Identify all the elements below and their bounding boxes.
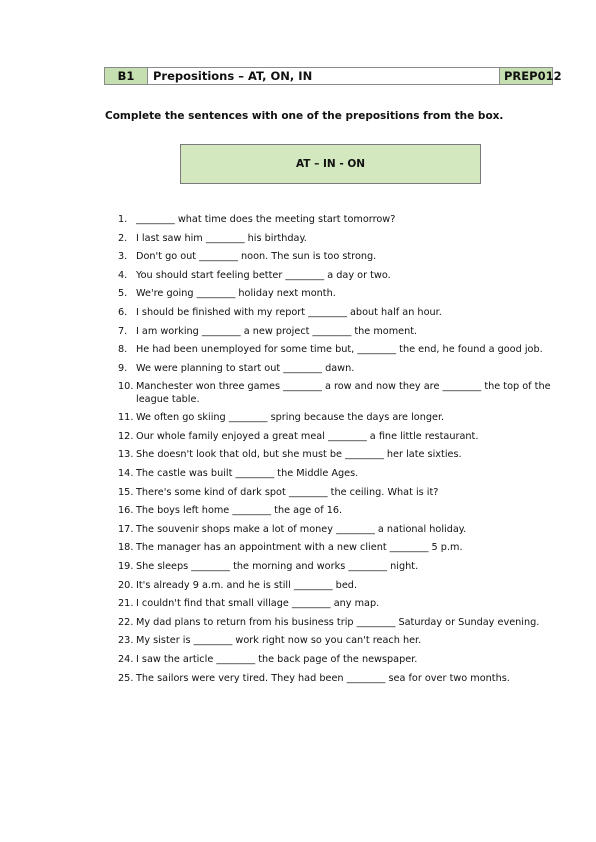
exercise-sentence: Manchester won three games ________ a row and now they are ________ the top of the league table. <box>136 381 554 405</box>
exercise-item <box>118 580 556 592</box>
exercise-item <box>118 344 556 356</box>
exercise-number: 20. <box>118 579 134 591</box>
exercise-number: 13. <box>118 449 134 461</box>
worksheet-code: PREP012 <box>500 68 552 84</box>
exercise-sentence: The sailors were very tired. They had been ________ sea for over two months. <box>136 672 510 684</box>
prepositions-box <box>180 144 481 184</box>
exercise-sentence: We often go skiing ________ spring because the days are longer. <box>136 412 445 424</box>
exercise-item <box>118 326 556 338</box>
exercise-number: 6. <box>118 306 128 318</box>
exercise-item <box>118 214 556 226</box>
exercise-sentence: There's some kind of dark spot ________ the ceiling. What is it? <box>136 486 439 498</box>
exercise-sentence: I saw the article ________ the back page of the newspaper. <box>136 653 418 665</box>
exercise-sentence: ________ what time does the meeting start tomorrow? <box>136 214 396 225</box>
exercise-sentence: You should start feeling better ________ a day or two. <box>136 269 391 281</box>
exercise-item <box>118 542 556 554</box>
exercise-item <box>118 635 556 647</box>
exercise-sentence: The manager has an appointment with a new client ________ 5 p.m. <box>136 542 463 554</box>
worksheet-title: Prepositions – AT, ON, IN <box>148 68 500 84</box>
exercise-number: 25. <box>118 672 134 684</box>
exercise-item <box>118 251 556 263</box>
exercise-number: 1. <box>118 214 128 225</box>
exercise-sentence: It's already 9 a.m. and he is still ________ bed. <box>136 579 358 591</box>
exercise-number: 21. <box>118 598 134 610</box>
exercise-item <box>118 673 556 685</box>
exercise-number: 4. <box>118 269 128 281</box>
exercise-sentence: I should be finished with my report ________ about half an hour. <box>136 306 442 318</box>
exercise-item <box>118 307 556 319</box>
exercise-item <box>118 505 556 517</box>
exercise-item <box>118 412 556 424</box>
exercise-number: 19. <box>118 560 134 572</box>
exercise-sentence: Don't go out ________ noon. The sun is too strong. <box>136 251 377 263</box>
exercise-number: 14. <box>118 468 134 480</box>
exercise-number: 10. <box>118 381 134 393</box>
exercise-sentence: Our whole family enjoyed a great meal ________ a fine little restaurant. <box>136 430 479 442</box>
exercise-number: 16. <box>118 505 134 517</box>
exercise-number: 5. <box>118 288 128 300</box>
exercise-number: 3. <box>118 251 128 263</box>
exercise-number: 11. <box>118 412 134 424</box>
exercise-number: 23. <box>118 635 134 647</box>
exercise-item <box>118 381 556 406</box>
exercise-sentence: My dad plans to return from his business trip ________ Saturday or Sunday evening. <box>136 616 540 628</box>
exercise-number: 22. <box>118 616 134 628</box>
exercise-sentence: We were planning to start out ________ dawn. <box>136 362 355 374</box>
exercise-number: 7. <box>118 325 128 337</box>
exercise-item <box>118 449 556 461</box>
exercise-item <box>118 233 556 245</box>
exercise-item <box>118 524 556 536</box>
exercise-sentence: The castle was built ________ the Middle Ages. <box>136 468 359 480</box>
exercise-item <box>118 617 556 629</box>
exercise-sentence: He had been unemployed for some time but, ________ the end, he found a good job. <box>136 344 543 356</box>
exercise-item <box>118 487 556 499</box>
exercise-number: 24. <box>118 653 134 665</box>
exercise-item <box>118 270 556 282</box>
exercise-item <box>118 431 556 443</box>
exercise-item <box>118 363 556 375</box>
exercise-sentence: The souvenir shops make a lot of money ________ a national holiday. <box>136 523 467 535</box>
exercise-number: 2. <box>118 232 128 244</box>
exercise-item <box>118 468 556 480</box>
exercise-number: 8. <box>118 344 128 356</box>
exercise-sentence: She sleeps ________ the morning and works ________ night. <box>136 560 419 572</box>
exercise-item <box>118 654 556 666</box>
exercise-sentence: I last saw him ________ his birthday. <box>136 232 307 244</box>
exercise-number: 18. <box>118 542 134 554</box>
exercise-item <box>118 598 556 610</box>
exercise-number: 17. <box>118 523 134 535</box>
level-cell: B1 <box>105 68 148 84</box>
exercise-item <box>118 561 556 573</box>
exercise-sentence: We're going ________ holiday next month. <box>136 288 336 300</box>
exercise-item <box>118 288 556 300</box>
instruction-text: Complete the sentences with one of the prepositions from the box. <box>105 110 504 122</box>
prepositions-box-text: AT – IN - ON <box>295 158 366 170</box>
worksheet-header <box>104 67 562 85</box>
exercise-number: 15. <box>118 486 134 498</box>
exercise-sentence: My sister is ________ work right now so you can't reach her. <box>136 635 422 647</box>
exercise-number: 12. <box>118 430 134 442</box>
exercise-sentence: I am working ________ a new project ________ the moment. <box>136 325 418 337</box>
exercise-sentence: She doesn't look that old, but she must be ________ her late sixties. <box>136 449 462 461</box>
exercise-number: 9. <box>118 362 128 374</box>
exercise-sentence: I couldn't find that small village ________ any map. <box>136 598 380 610</box>
exercise-list <box>118 214 556 691</box>
exercise-sentence: The boys left home ________ the age of 16. <box>136 505 343 517</box>
